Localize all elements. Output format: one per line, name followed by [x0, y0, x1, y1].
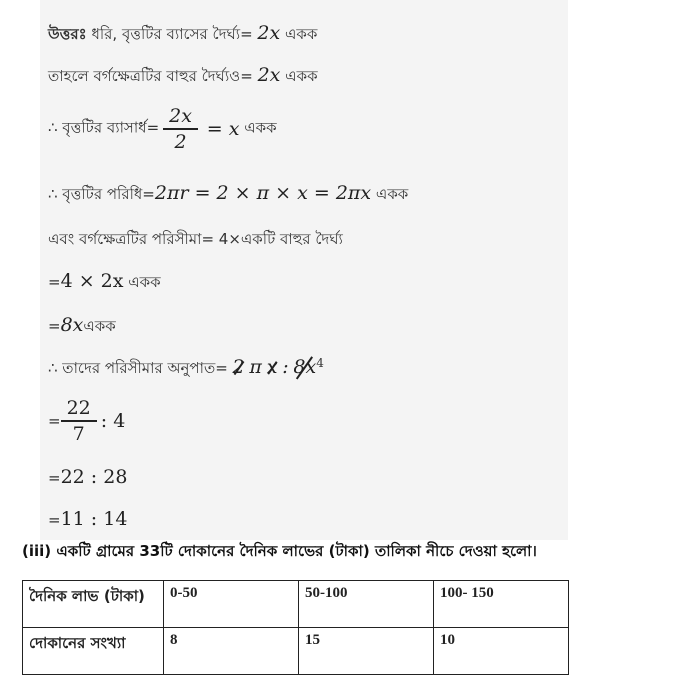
math-expression: 22 : 28 — [60, 466, 128, 488]
math-expression: 2x — [257, 64, 281, 86]
table-cell: 10 — [434, 628, 569, 675]
table-row — [23, 628, 569, 675]
pi-symbol: π — [249, 356, 262, 378]
unit-text: একক — [375, 185, 409, 203]
math-expression: 11 : 14 — [60, 508, 128, 530]
ratio-colon: : — [282, 356, 289, 378]
solution-line-1 — [48, 22, 317, 48]
cancelled-term: 8x — [293, 356, 317, 378]
cancelled-term: x — [266, 356, 278, 378]
solution-line-3 — [48, 104, 277, 154]
math-expression: = x — [206, 118, 240, 140]
row-header-shops: দোকানের সংখ্যা — [23, 628, 164, 675]
fraction-numerator: 2x — [163, 104, 198, 130]
ratio-fraction — [61, 396, 97, 446]
cancelled-term: 2 — [232, 356, 245, 378]
solution-line-4 — [48, 182, 408, 208]
table-cell: 50-100 — [299, 581, 434, 628]
table-cell: 8 — [164, 628, 299, 675]
solution-line-6 — [48, 270, 161, 296]
equals-sign: = — [48, 469, 61, 487]
solution-line-7 — [48, 314, 116, 340]
math-expression: 2x — [257, 22, 281, 44]
question-heading: (iii) একটি গ্রামের 33টি দোকানের দৈনিক লাভের (টাকা) তালিকা নীচে দেওয়া হলো। — [22, 542, 537, 560]
row-header-profit: দৈনিক লাভ (টাকা) — [23, 581, 164, 628]
solution-line-2 — [48, 64, 318, 90]
equals-sign: = — [48, 412, 61, 430]
unit-text: একক — [128, 273, 161, 291]
solution-line-8 — [48, 356, 324, 382]
radius-fraction — [163, 104, 198, 154]
unit-text: একক — [83, 317, 116, 335]
equals-sign: = — [48, 317, 61, 335]
equals-sign: = — [48, 273, 61, 291]
line-text: ধরি, বৃত্তটির ব্যাসের দৈর্ঘ্য= — [91, 25, 253, 43]
solution-line-11 — [48, 508, 127, 530]
table-cell: 15 — [299, 628, 434, 675]
fraction-numerator: 22 — [61, 396, 97, 422]
solution-line-5 — [48, 228, 343, 253]
table-row — [23, 581, 569, 628]
unit-text: একক — [244, 118, 277, 137]
math-expression: : 4 — [100, 410, 126, 432]
line-text: তাহলে বর্গক্ষেত্রটির বাহুর দৈর্ঘ্যও= — [48, 67, 253, 85]
answer-label: উত্তরঃ — [48, 25, 87, 43]
unit-text: একক — [285, 25, 318, 43]
profit-table — [22, 580, 569, 675]
unit-text: একক — [285, 67, 318, 85]
superscript-result: 4 — [316, 356, 324, 370]
solution-line-10 — [48, 466, 127, 488]
line-text: ∴ তাদের পরিসীমার অনুপাত= — [48, 359, 228, 377]
fraction-denominator: 7 — [72, 423, 85, 445]
math-expression: 8x — [60, 314, 84, 336]
table-cell: 100- 150 — [434, 581, 569, 628]
math-expression: 4 × 2x — [60, 270, 124, 292]
solution-line-9 — [48, 396, 125, 446]
equals-sign: = — [48, 511, 61, 529]
math-expression: 2πr = 2 × π × x = 2πx — [154, 182, 372, 204]
line-text: ∴ বৃত্তটির পরিধি= — [48, 185, 155, 203]
line-text: এবং বর্গক্ষেত্রটির পরিসীমা= 4×একটি বাহুর দৈর্ঘ্য — [48, 230, 343, 248]
fraction-denominator: 2 — [174, 131, 187, 153]
table-cell: 0-50 — [164, 581, 299, 628]
line-text: ∴ বৃত্তটির ব্যাসার্ধ= — [48, 118, 160, 137]
